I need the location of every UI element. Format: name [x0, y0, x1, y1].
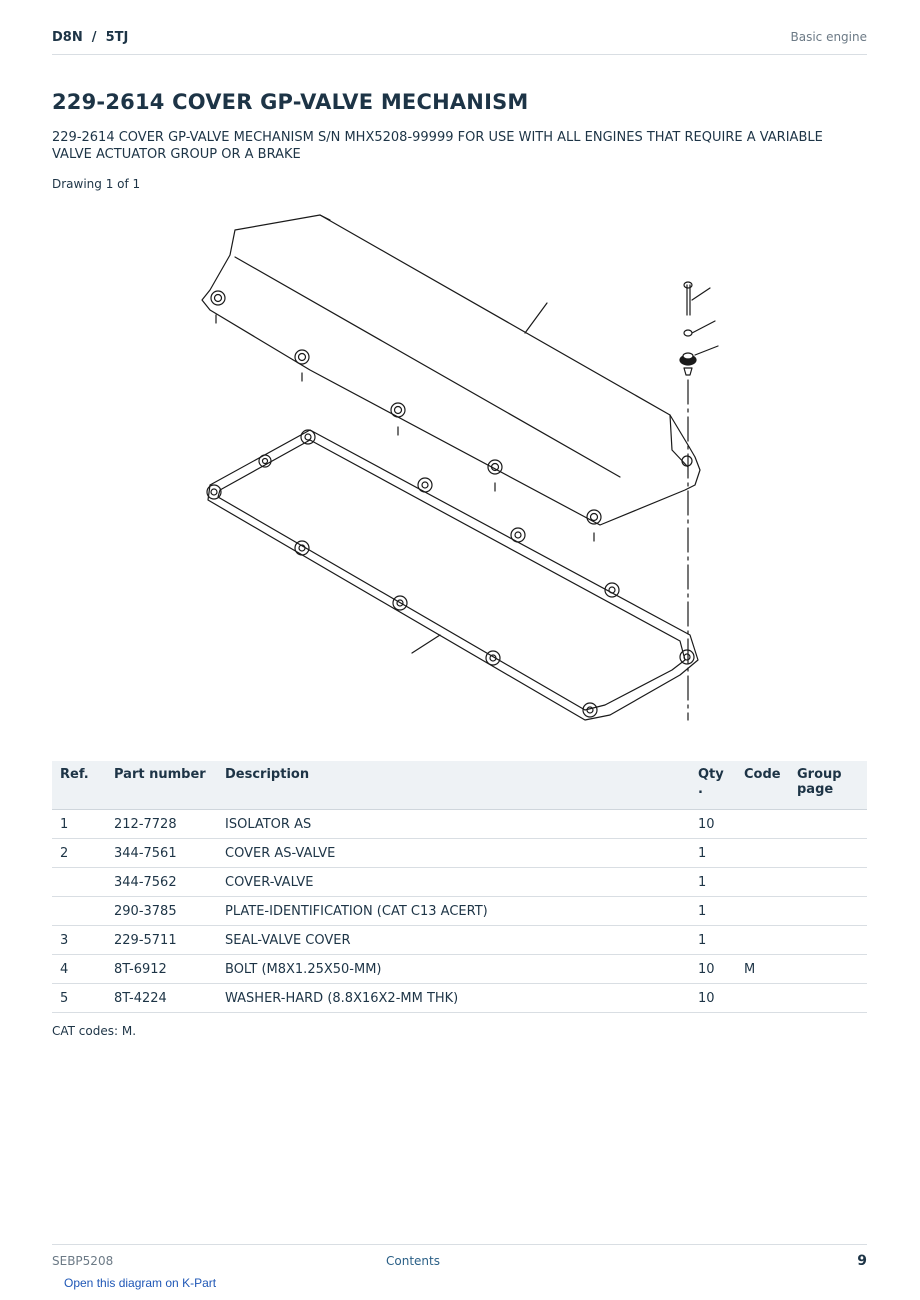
part-number-cell: 8T-4224 — [106, 984, 217, 1013]
table-row — [52, 810, 867, 839]
group-page-cell — [789, 984, 867, 1013]
qty-cell: 10 — [690, 955, 736, 984]
description-cell: WASHER-HARD (8.8X16X2-MM THK) — [217, 984, 690, 1013]
qty-cell: 1 — [690, 897, 736, 926]
qty-cell: 1 — [690, 868, 736, 897]
page-number: 9 — [857, 1253, 867, 1269]
group-page-cell — [789, 926, 867, 955]
table-header-row — [52, 761, 867, 810]
table-row — [52, 897, 867, 926]
qty-cell: 1 — [690, 926, 736, 955]
section-name: Basic engine — [790, 30, 867, 44]
part-number-cell: 229-5711 — [106, 926, 217, 955]
code-cell — [736, 810, 789, 839]
part-number-header: Part number — [106, 761, 217, 810]
valve-cover-drawing — [202, 215, 700, 541]
description-header: Description — [217, 761, 690, 810]
table-row — [52, 839, 867, 868]
ref-cell: 5 — [52, 984, 106, 1013]
description-cell: SEAL-VALVE COVER — [217, 926, 690, 955]
ref-cell — [52, 897, 106, 926]
table-row — [52, 984, 867, 1013]
page-footer — [52, 1244, 867, 1275]
parts-diagram — [190, 205, 730, 735]
ref-cell: 1 — [52, 810, 106, 839]
breadcrumb: D8N / 5TJ — [52, 30, 129, 45]
code-cell — [736, 984, 789, 1013]
code-cell: M — [736, 955, 789, 984]
cat-codes-note: CAT codes: M. — [52, 1024, 137, 1038]
group-page-cell — [789, 868, 867, 897]
part-number-cell: 344-7562 — [106, 868, 217, 897]
group-page-cell — [789, 955, 867, 984]
qty-header: Qty . — [690, 761, 736, 810]
code-cell — [736, 926, 789, 955]
part-number-cell: 212-7728 — [106, 810, 217, 839]
page-title: 229-2614 COVER GP-VALVE MECHANISM — [52, 90, 529, 114]
qty-cell: 10 — [690, 984, 736, 1013]
ref-cell — [52, 868, 106, 897]
qty-cell: 1 — [690, 839, 736, 868]
description-cell: BOLT (M8X1.25X50-MM) — [217, 955, 690, 984]
page-header — [52, 28, 867, 55]
part-number-cell: 290-3785 — [106, 897, 217, 926]
description-cell: PLATE-IDENTIFICATION (CAT C13 ACERT) — [217, 897, 690, 926]
open-k-part-link[interactable]: Open this diagram on K-Part — [64, 1276, 217, 1290]
qty-cell: 10 — [690, 810, 736, 839]
table-row — [52, 868, 867, 897]
part-number-cell: 8T-6912 — [106, 955, 217, 984]
contents-link[interactable]: Contents — [386, 1254, 440, 1268]
ref-header: Ref. — [52, 761, 106, 810]
ref-cell: 2 — [52, 839, 106, 868]
group-description: 229-2614 COVER GP-VALVE MECHANISM S/N MHX5208-99999 FOR USE WITH ALL ENGINES THAT REQUIRE A VARIABLE VALVE ACTUATOR GROUP OR A BRAKE — [52, 130, 823, 162]
code-cell — [736, 897, 789, 926]
document-id: SEBP5208 — [52, 1254, 114, 1268]
group-page-cell — [789, 839, 867, 868]
ref-cell: 4 — [52, 955, 106, 984]
group-page-cell — [789, 810, 867, 839]
drawing-label: Drawing 1 of 1 — [52, 177, 141, 191]
description-cell: COVER AS-VALVE — [217, 839, 690, 868]
group-page-cell — [789, 897, 867, 926]
description-cell: COVER-VALVE — [217, 868, 690, 897]
part-number-cell: 344-7561 — [106, 839, 217, 868]
parts-table — [52, 761, 867, 1013]
code-cell — [736, 839, 789, 868]
group-page-header: Group page — [789, 761, 867, 810]
description-cell: ISOLATOR AS — [217, 810, 690, 839]
code-cell — [736, 868, 789, 897]
table-row — [52, 955, 867, 984]
code-header: Code — [736, 761, 789, 810]
table-row — [52, 926, 867, 955]
ref-cell: 3 — [52, 926, 106, 955]
